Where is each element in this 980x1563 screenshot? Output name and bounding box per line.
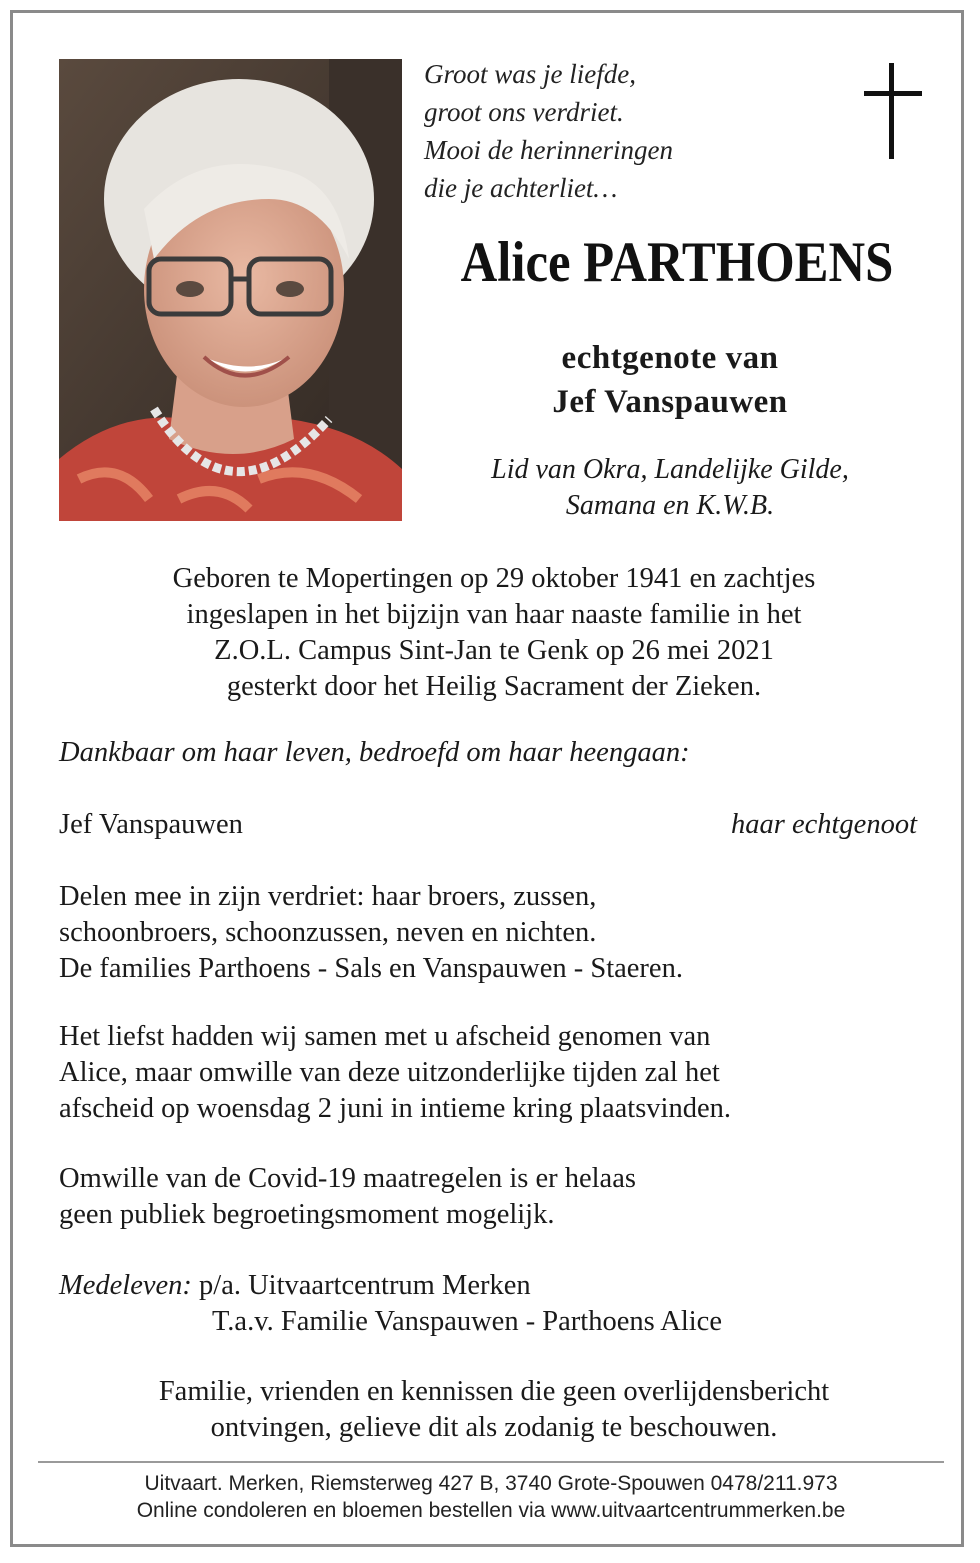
poem: [424, 55, 784, 207]
birth-death-text: [59, 561, 929, 705]
relation-label: echtgenote van: [561, 340, 779, 376]
text-line: Het liefst hadden wij samen met u afscheid genomen van: [59, 1021, 711, 1052]
membership-line: Lid van Okra, Landelijke Gilde,: [491, 454, 849, 485]
text-line: geen publiek begroetingsmoment mogelijk.: [59, 1199, 555, 1230]
text-line: De families Parthoens - Sals en Vanspauwen - Staeren.: [59, 953, 683, 984]
spouse-block: [430, 336, 910, 424]
text-line: Omwille van de Covid-19 maatregelen is er helaas: [59, 1163, 636, 1194]
text-line: Delen mee in zijn verdriet: haar broers, zussen,: [59, 881, 597, 912]
text-line: gesterkt door het Heilig Sacrament der Zieken.: [226, 671, 762, 702]
sharing-text: [59, 879, 929, 987]
poem-line: groot ons verdriet.: [424, 97, 624, 127]
spouse-name: Jef Vanspauwen: [552, 384, 788, 420]
farewell-text: [59, 1019, 929, 1127]
text-line: schoonbroers, schoonzussen, neven en nichten.: [59, 917, 597, 948]
footer: [38, 1470, 944, 1524]
footer-online[interactable]: Online condoleren en bloemen bestellen via www.uitvaartcentrummerken.be: [136, 1499, 846, 1522]
condolences-line-1: [59, 1268, 929, 1304]
poem-line: die je achterliet…: [424, 173, 618, 203]
condolences-attention: T.a.v. Familie Vanspauwen - Parthoens Alice: [212, 1306, 722, 1337]
family-member-role: haar echtgenoot: [730, 809, 917, 840]
cross-icon: [864, 63, 922, 159]
text-line: Z.O.L. Campus Sint-Jan te Genk op 26 mei 2021: [214, 635, 774, 666]
footer-address: Uitvaart. Merken, Riemsterweg 427 B, 3740 Grote-Spouwen 0478/211.973: [144, 1472, 838, 1495]
notice-text: [59, 1374, 929, 1446]
text-line: Alice, maar omwille van deze uitzonderlijke tijden zal het: [59, 1057, 720, 1088]
family-member-name: Jef Vanspauwen: [59, 809, 243, 840]
family-row: [59, 807, 917, 843]
poem-line: Groot was je liefde,: [424, 59, 636, 89]
text-line: ingeslapen in het bijzijn van haar naaste familie in het: [186, 599, 802, 630]
covid-text: [59, 1161, 929, 1233]
text-line: Geboren te Mopertingen op 29 oktober 1941 en zachtjes: [172, 563, 816, 594]
membership: [430, 452, 910, 524]
membership-line: Samana en K.W.B.: [565, 490, 775, 521]
condolences-block: [59, 1268, 929, 1340]
text-line: Familie, vrienden en kennissen die geen overlijdensbericht: [158, 1376, 830, 1407]
condolences-address: p/a. Uitvaartcentrum Merken: [199, 1270, 531, 1301]
portrait-photo: [59, 59, 402, 521]
poem-line: Mooi de herinneringen: [424, 135, 673, 165]
condolences-label: Medeleven:: [59, 1270, 192, 1301]
deceased-name: Alice PARTHOENS: [460, 231, 894, 294]
text-line: ontvingen, gelieve dit als zodanig te beschouwen.: [210, 1412, 778, 1443]
footer-divider: [38, 1461, 944, 1463]
text-line: afscheid op woensdag 2 juni in intieme kring plaatsvinden.: [59, 1093, 731, 1124]
gratitude-line: Dankbaar om haar leven, bedroefd om haar heengaan:: [59, 737, 690, 768]
